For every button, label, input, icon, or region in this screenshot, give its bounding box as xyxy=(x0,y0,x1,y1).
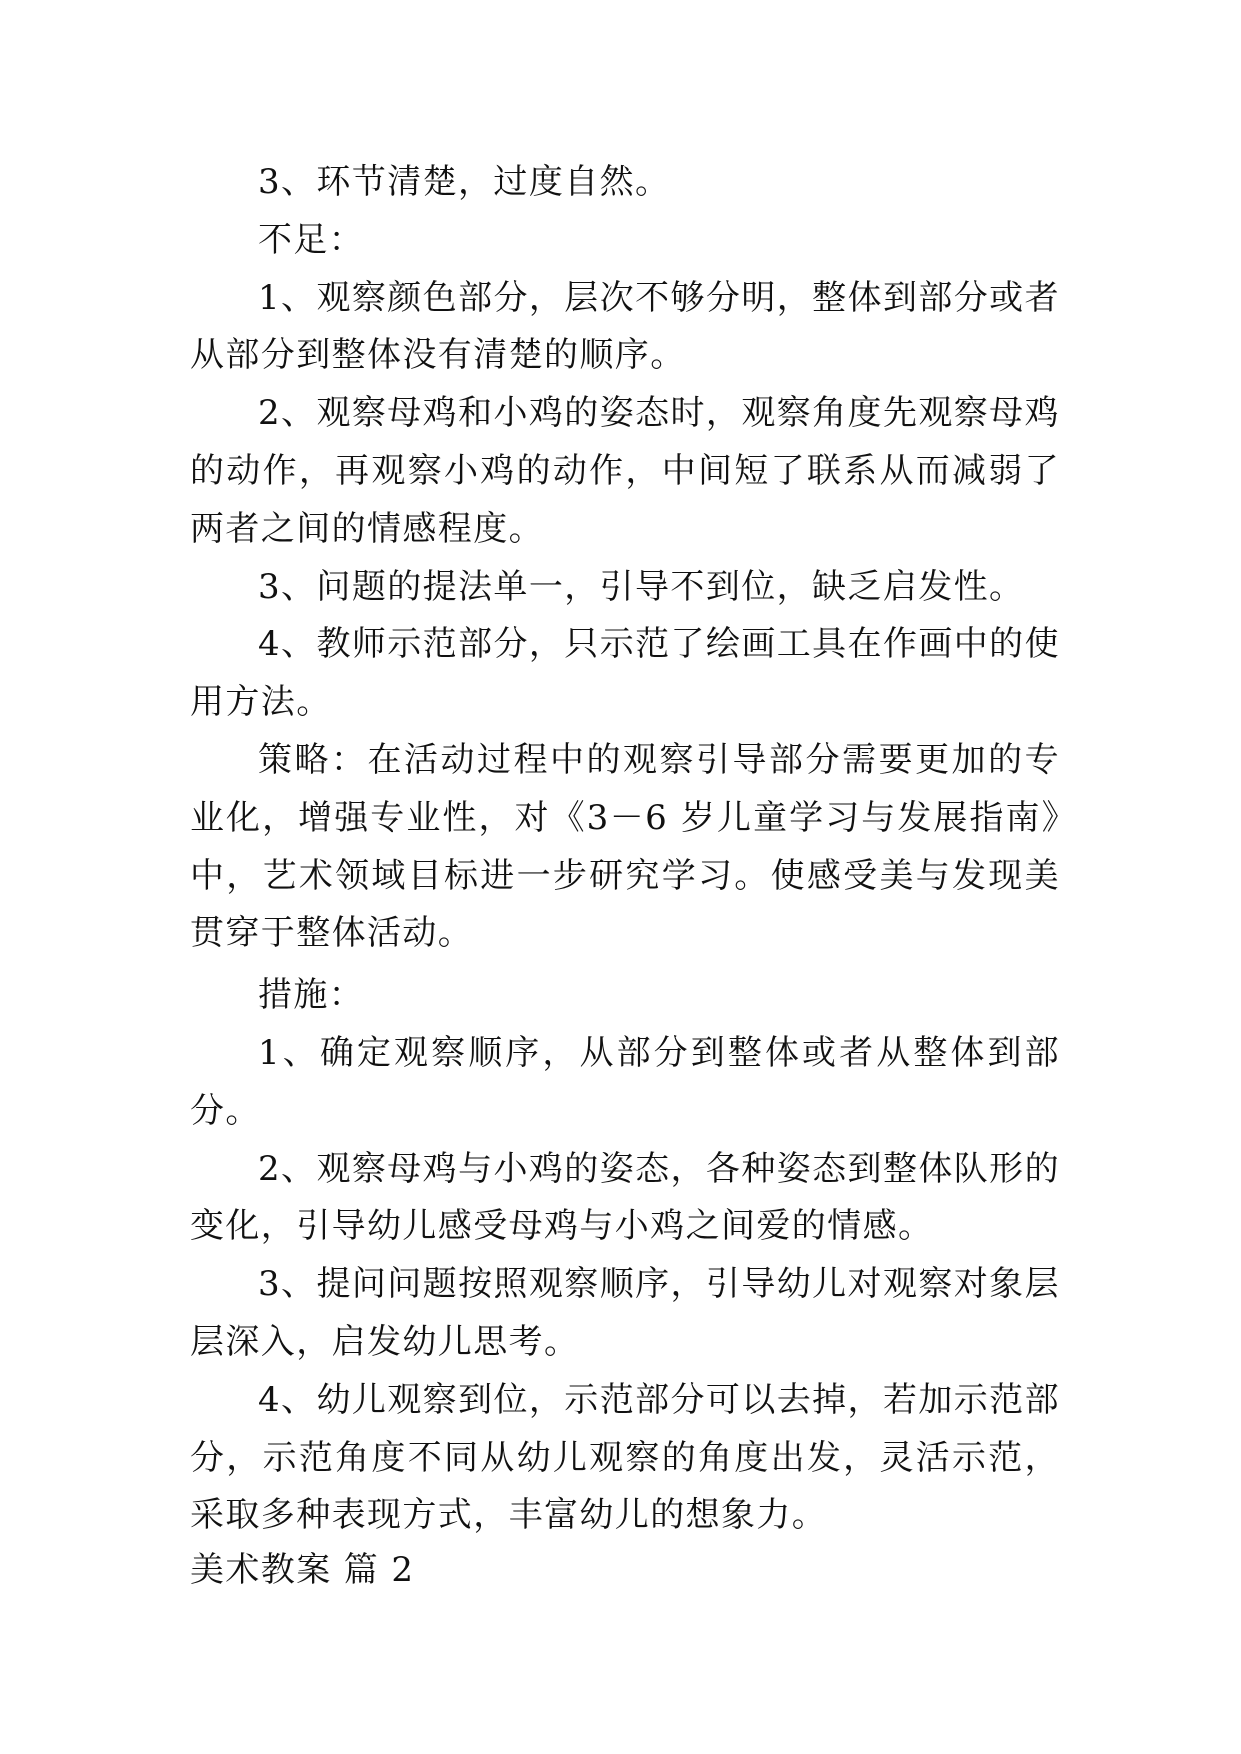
paragraph-6: 4、教师示范部分，只示范了绘画工具在作画中的使用方法。 xyxy=(190,624,1060,723)
paragraph-3: 1、观察颜色部分，层次不够分明，整体到部分或者从部分到整体没有清楚的顺序。 xyxy=(190,277,1060,376)
paragraph-5: 3、问题的提法单一，引导不到位，缺乏启发性。 xyxy=(258,566,1025,607)
paragraph-1: 3、环节清楚，过度自然。 xyxy=(258,162,671,202)
paragraph-9: 1、确定观察顺序，从部分到整体或者从整体到部分。 xyxy=(190,1032,1060,1131)
paragraph-11: 3、提问问题按照观察顺序，引导幼儿对观察对象层层深入，启发幼儿思考。 xyxy=(190,1264,1060,1362)
paragraph-10: 2、观察母鸡与小鸡的姿态，各种姿态到整体队形的变化，引导幼儿感受母鸡与小鸡之间爱的情感。 xyxy=(190,1148,1060,1247)
section-heading: 美术教案 篇 2 xyxy=(190,1550,415,1591)
paragraph-12: 4、幼儿观察到位，示范部分可以去掉，若加示范部分，示范角度不同从幼儿观察的角度出发，灵活示范，采取多种表现方式，丰富幼儿的想象力。 xyxy=(190,1379,1060,1536)
paragraph-8: 措施： xyxy=(258,975,365,1016)
paragraph-7: 策略：在活动过程中的观察引导部分需要更加的专业化，增强专业性，对《3－6 岁儿童学习与发展指南》中，艺术领域目标进一步研究学习。使感受美与发现美贯穿于整体活动。 xyxy=(190,739,1060,954)
paragraph-4: 2、观察母鸡和小鸡的姿态时，观察角度先观察母鸡的动作，再观察小鸡的动作，中间短了联系从而减弱了两者之间的情感程度。 xyxy=(190,393,1060,549)
document-page xyxy=(190,154,1060,1593)
paragraph-2: 不足： xyxy=(258,219,365,260)
